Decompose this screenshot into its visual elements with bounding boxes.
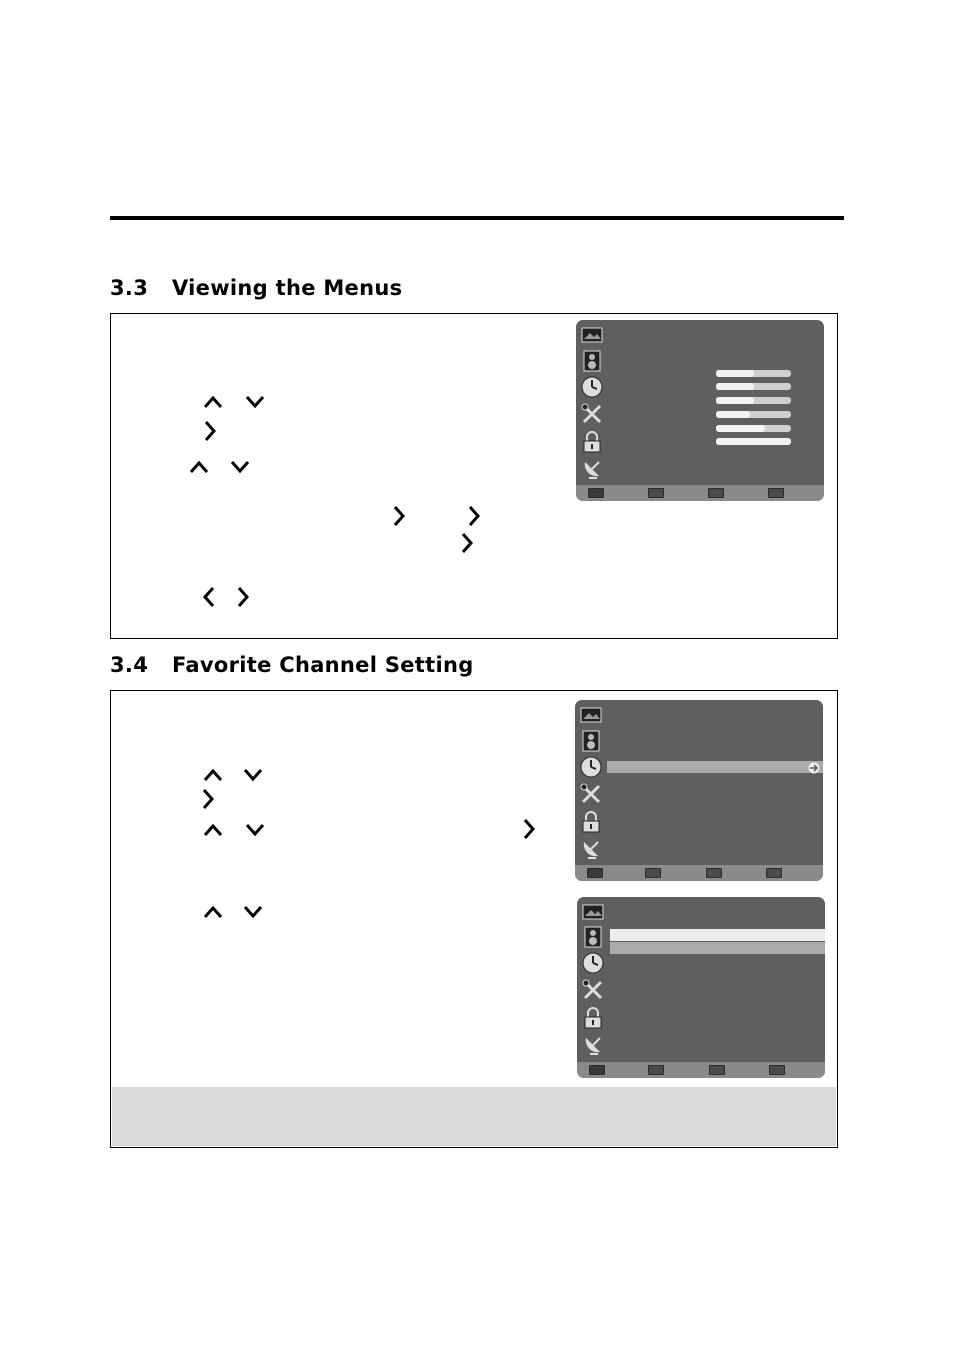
color-key-icon xyxy=(709,1065,725,1075)
color-key-icon xyxy=(648,1065,664,1075)
picture-icon xyxy=(580,704,602,726)
picture-icon xyxy=(582,901,604,923)
enter-arrow-icon xyxy=(807,761,821,779)
nav-key-icon xyxy=(589,1065,605,1075)
antenna-icon xyxy=(582,1034,604,1056)
section-number: 3.3 xyxy=(110,276,149,300)
osd-time-menu-screenshot xyxy=(575,700,823,881)
color-key-icon xyxy=(766,868,782,878)
color-key-icon xyxy=(648,488,664,498)
nav-key-icon xyxy=(587,868,603,878)
sound-icon xyxy=(580,730,602,752)
down-arrow-icon xyxy=(243,768,263,782)
selected-menu-row xyxy=(607,761,823,773)
up-arrow-icon xyxy=(203,905,223,919)
up-arrow-icon xyxy=(203,395,223,409)
right-arrow-icon xyxy=(460,532,474,554)
right-arrow-icon xyxy=(203,420,217,442)
osd-button-bar xyxy=(576,485,824,501)
section-heading-3-4 xyxy=(110,653,474,677)
sound-icon xyxy=(581,350,603,372)
picture-icon xyxy=(581,324,603,346)
left-arrow-icon xyxy=(202,586,216,608)
menu-slider xyxy=(716,370,791,377)
menu-slider xyxy=(716,438,791,445)
osd-menu-screenshot xyxy=(576,320,824,501)
color-key-icon xyxy=(645,868,661,878)
clock-icon xyxy=(582,952,604,974)
tools-icon xyxy=(580,783,602,805)
lock-icon xyxy=(581,431,603,453)
color-key-icon xyxy=(768,488,784,498)
color-key-icon xyxy=(708,488,724,498)
tools-icon xyxy=(582,979,604,1001)
down-arrow-icon xyxy=(230,460,250,474)
antenna-icon xyxy=(580,838,602,860)
right-arrow-icon xyxy=(236,586,250,608)
lock-icon xyxy=(580,811,602,833)
clock-icon xyxy=(580,756,602,778)
top-rule xyxy=(110,216,844,220)
menu-slider xyxy=(716,397,791,404)
list-row xyxy=(610,929,825,941)
section-number: 3.4 xyxy=(110,653,149,677)
lock-icon xyxy=(582,1007,604,1029)
color-key-icon xyxy=(706,868,722,878)
osd-button-bar xyxy=(575,865,823,881)
right-arrow-icon xyxy=(467,505,481,527)
color-key-icon xyxy=(769,1065,785,1075)
tools-icon xyxy=(581,403,603,425)
right-arrow-icon xyxy=(201,788,215,810)
down-arrow-icon xyxy=(245,823,265,837)
menu-slider xyxy=(716,425,791,432)
section-title: Favorite Channel Setting xyxy=(172,653,474,677)
section-title: Viewing the Menus xyxy=(172,276,403,300)
down-arrow-icon xyxy=(245,395,265,409)
down-arrow-icon xyxy=(243,905,263,919)
osd-button-bar xyxy=(577,1062,825,1078)
nav-key-icon xyxy=(588,488,604,498)
up-arrow-icon xyxy=(189,460,209,474)
menu-slider xyxy=(716,411,791,418)
selected-list-row xyxy=(610,942,825,954)
osd-favorite-list-screenshot xyxy=(577,897,825,1078)
note-panel xyxy=(112,1087,836,1146)
up-arrow-icon xyxy=(203,768,223,782)
menu-slider xyxy=(716,383,791,390)
right-arrow-icon xyxy=(392,505,406,527)
up-arrow-icon xyxy=(203,823,223,837)
sound-icon xyxy=(582,926,604,948)
section-heading-3-3 xyxy=(110,276,402,300)
antenna-icon xyxy=(581,458,603,480)
right-arrow-icon xyxy=(522,818,536,840)
clock-icon xyxy=(581,376,603,398)
